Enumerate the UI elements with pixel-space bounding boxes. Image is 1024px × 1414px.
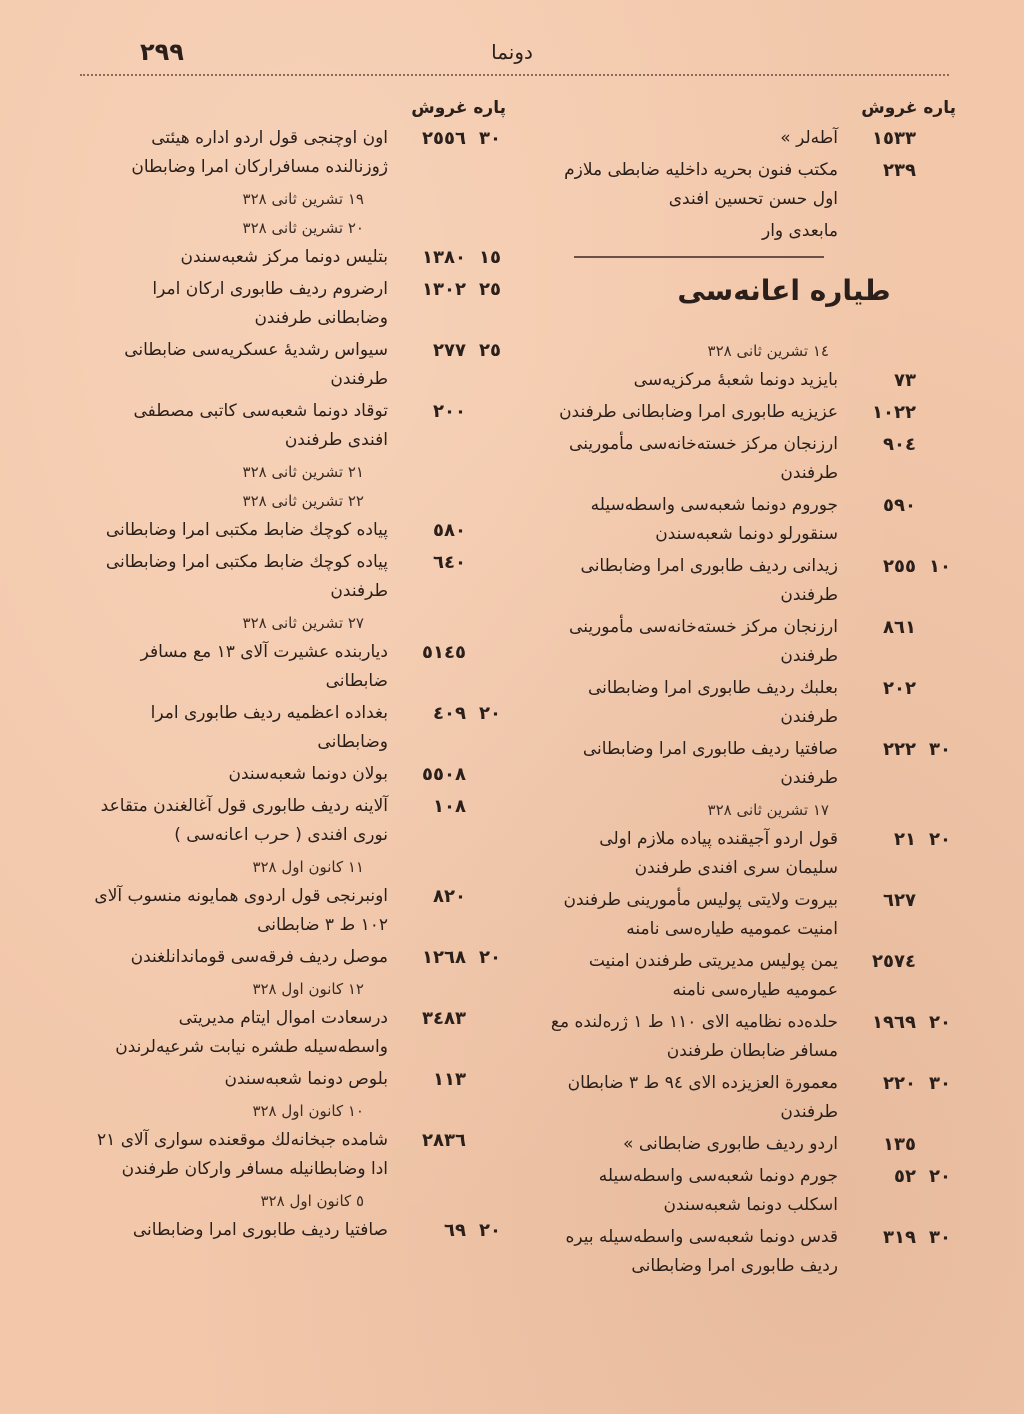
para-amount: ٢٠ xyxy=(479,1220,501,1241)
kurus-amount: ١٥٣٣ xyxy=(872,128,916,149)
entry-description: بولان دونما شعبه‌سندن xyxy=(228,764,388,784)
kurus-amount: ١٠٨ xyxy=(433,796,466,817)
entry-description: بعلبك ردیف طابوری امرا وضابطانی طرفندن xyxy=(588,678,838,727)
entry-description: حلده‌ده نظامیه الای ١١٠ ط ١ ژره‌لنده مع مسافر ضابطان طرفندن xyxy=(550,1012,838,1061)
entry-description: آطه‌لر » xyxy=(780,128,838,148)
entry-description: صافتیا ردیف طابوری امرا وضابطانی طرفندن xyxy=(582,739,838,788)
kurus-amount: ١٣٨٠ xyxy=(422,247,466,268)
kurus-amount: ١٩٦٩ xyxy=(872,1012,916,1033)
ledger-entry xyxy=(544,613,964,671)
header-rule xyxy=(80,74,949,76)
entry-description: زیدانی ردیف طابوری امرا وضابطانی طرفندن xyxy=(580,556,838,605)
para-amount: ٢٠ xyxy=(929,1166,951,1187)
ledger-entry xyxy=(544,947,964,1005)
entry-description: پیاده کوچك ضابط مکتبی امرا وضابطانی xyxy=(105,520,388,540)
para-amount: ٣٠ xyxy=(929,1227,951,1248)
entry-description: اون اوچنجی قول اردو اداره هیئتی ژوزنالنده مسافرارکان امرا وضابطان xyxy=(131,128,388,177)
ledger-entry xyxy=(544,491,964,549)
para-amount: ٢٥ xyxy=(479,340,501,361)
para-amount: ٣٠ xyxy=(479,128,501,149)
entry-description: مکتب فنون بحریه داخلیه ضابطی ملازم اول حسن تحسین افندی xyxy=(564,160,838,209)
para-amount: ٣٠ xyxy=(929,1073,951,1094)
kurus-amount: ٢٠٢ xyxy=(883,678,916,699)
ledger-entry xyxy=(544,366,964,395)
column-header: پاره غروش xyxy=(861,98,956,118)
entry-description: سیواس رشدیهٔ عسکریه‌سی ضابطانی طرفندن xyxy=(124,340,388,389)
ledger-entry xyxy=(94,1126,514,1184)
ledger-entry xyxy=(94,1065,514,1094)
entry-description: بتلیس دونما مرکز شعبه‌سندن xyxy=(180,247,388,267)
date-heading: ٢٧ تشرین ثانی ٣٢٨ xyxy=(242,614,364,632)
date-heading: ٢١ تشرین ثانی ٣٢٨ xyxy=(242,463,364,481)
entry-description: ارضروم ردیف طابوری ارکان امرا وضابطانی طرفندن xyxy=(152,279,388,328)
para-amount: ٢٠ xyxy=(929,829,951,850)
ledger-entry xyxy=(94,516,514,545)
entry-description: معمورة العزیزده الای ٩٤ ط ٣ ضابطان طرفندن xyxy=(567,1073,838,1122)
ledger-entry xyxy=(94,1004,514,1062)
entry-description: جوروم دونما شعبه‌سی واسطه‌سیله سنقورلو دونما شعبه‌سندن xyxy=(590,495,838,544)
ledger-entry xyxy=(544,398,964,427)
entry-description: شامده جبخانه‌لك موقعنده سواری آلای ٢١ ادا وضابطانیله مسافر وارکان طرفندن xyxy=(97,1130,388,1179)
para-amount: ٢٠ xyxy=(479,947,501,968)
kurus-amount: ٦٢٧ xyxy=(883,890,916,911)
kurus-amount: ٢٢٢ xyxy=(883,739,916,760)
kurus-amount: ١٣٥ xyxy=(883,1134,916,1155)
para-amount: ٢٥ xyxy=(479,279,501,300)
kurus-amount: ٢٧٧ xyxy=(433,340,466,361)
kurus-amount: ١٣٠٢ xyxy=(422,279,466,300)
ledger-entry xyxy=(94,1216,514,1245)
left-column xyxy=(94,92,514,1248)
kurus-amount: ٧٣ xyxy=(894,370,916,391)
date-heading: ٢٢ تشرین ثانی ٣٢٨ xyxy=(242,492,364,510)
entry-description: موصل ردیف فرقه‌سی قوماندانلغندن xyxy=(130,947,388,967)
entry-description: بغداده اعظمیه ردیف طابوری امرا وضابطانی xyxy=(150,703,388,752)
ledger-entry xyxy=(544,124,964,153)
kurus-amount: ٨٦١ xyxy=(883,617,916,638)
kurus-amount: ٢٠٠ xyxy=(433,401,466,422)
kurus-amount: ٩٠٤ xyxy=(883,434,916,455)
para-amount: ١٥ xyxy=(479,247,501,268)
ledger-entry xyxy=(94,336,514,394)
entry-description: عزیزیه طابوری امرا وضابطانی طرفندن xyxy=(559,402,838,422)
kurus-amount: ٣٤٨٣ xyxy=(422,1008,466,1029)
entry-description: قول اردو آجیقنده پیاده ملازم اولی سلیمان سری افندی طرفندن xyxy=(599,829,838,878)
ledger-entry xyxy=(544,886,964,944)
kurus-amount: ٢١ xyxy=(894,829,916,850)
kurus-amount: ١٢٦٨ xyxy=(422,947,466,968)
date-heading: ١٩ تشرین ثانی ٣٢٨ xyxy=(242,190,364,208)
date-heading: ٢٠ تشرین ثانی ٣٢٨ xyxy=(242,219,364,237)
entry-description: جورم دونما شعبه‌سی واسطه‌سیله اسکلب دونما شعبه‌سندن xyxy=(598,1166,838,1215)
kurus-amount: ٤٠٩ xyxy=(433,703,466,724)
page-number: ٢٩٩ xyxy=(140,38,184,66)
continued-entries xyxy=(544,124,964,214)
ledger-entry xyxy=(94,882,514,940)
ledger-entry xyxy=(544,156,964,214)
kurus-amount: ٢٣٩ xyxy=(883,160,916,181)
date-heading: ١٤ تشرین ثانی ٣٢٨ xyxy=(707,342,829,360)
ledger-entry xyxy=(94,760,514,789)
donation-blocks xyxy=(544,337,964,1281)
para-amount: ٢٠ xyxy=(929,1012,951,1033)
column-header: پاره غروش xyxy=(411,98,506,118)
section-title: طیاره اعانه‌سی xyxy=(677,274,891,307)
ledger-entry xyxy=(544,825,964,883)
date-heading: ١٢ کانون اول ٣٢٨ xyxy=(252,980,364,998)
ledger-entry xyxy=(544,430,964,488)
ledger-entry xyxy=(94,943,514,972)
entry-description: ارزنجان مرکز خسته‌خانه‌سی مأمورینی طرفندن xyxy=(569,434,838,483)
kurus-amount: ٢٥٧٤ xyxy=(872,951,916,972)
kurus-amount: ٥٥٠٨ xyxy=(422,764,466,785)
donation-blocks xyxy=(94,124,514,1245)
para-amount: ٢٠ xyxy=(479,703,501,724)
entry-description: اونبرنجی قول اردوی همایونه منسوب آلای ١٠٢ ط ٣ ضابطانی xyxy=(94,886,388,935)
right-column xyxy=(544,92,964,1284)
ledger-entry xyxy=(544,735,964,793)
entry-description: درسعادت اموال ایتام مدیریتی واسطه‌سیله طشره نیابت شرعیه‌لرندن xyxy=(115,1008,388,1057)
kurus-amount: ٥٩٠ xyxy=(883,495,916,516)
entry-description: توقاد دونما شعبه‌سی کاتبی مصطفی افندی طرفندن xyxy=(133,401,388,450)
ledger-entry xyxy=(94,397,514,455)
kurus-amount: ٥٨٠ xyxy=(433,520,466,541)
entry-description: دیاربنده عشیرت آلای ١٣ مع مسافر ضابطانی xyxy=(140,642,388,691)
date-heading: ١٠ کانون اول ٣٢٨ xyxy=(252,1102,364,1120)
kurus-amount: ٣١٩ xyxy=(883,1227,916,1248)
entry-description: ارزنجان مرکز خسته‌خانه‌سی مأمورینی طرفندن xyxy=(569,617,838,666)
kurus-amount: ٢٥٥٦ xyxy=(422,128,466,149)
kurus-amount: ٥٢ xyxy=(894,1166,916,1187)
section-divider xyxy=(574,256,824,258)
kurus-amount: ٥١٤٥ xyxy=(422,642,466,663)
entry-description: پیاده کوچك ضابط مکتبی امرا وضابطانی طرفندن xyxy=(105,552,388,601)
para-amount: ١٠ xyxy=(929,556,951,577)
entry-description: قدس دونما شعبه‌سی واسطه‌سیله بیره ردیف طابوری امرا وضابطانی xyxy=(565,1227,838,1276)
entry-description: آلاینه ردیف طابوری قول آغالغندن متقاعد نوری افندی ( حرب اعانه‌سی ) xyxy=(100,796,388,845)
ledger-entry xyxy=(94,548,514,606)
kurus-amount: ٦٤٠ xyxy=(433,552,466,573)
kurus-amount: ٢٨٣٦ xyxy=(422,1130,466,1151)
entry-description: بلوص دونما شعبه‌سندن xyxy=(224,1069,388,1089)
ledger-entry xyxy=(94,124,514,182)
kurus-amount: ٨٢٠ xyxy=(433,886,466,907)
kurus-amount: ٦٩ xyxy=(444,1220,466,1241)
date-heading: ١٧ تشرین ثانی ٣٢٨ xyxy=(707,801,829,819)
entry-description: بایزید دونما شعبهٔ مرکزیه‌سی xyxy=(633,370,838,390)
kurus-amount: ١٠٢٢ xyxy=(872,402,916,423)
entry-description: صافتیا ردیف طابوری امرا وضابطانی xyxy=(132,1220,388,1240)
ledger-entry xyxy=(94,243,514,272)
date-heading: ١١ کانون اول ٣٢٨ xyxy=(252,858,364,876)
ledger-entry xyxy=(94,699,514,757)
kurus-amount: ١١٣ xyxy=(433,1069,466,1090)
entry-description: بیروت ولایتی پولیس مأمورینی طرفندن امنیت عمومیه طیاره‌سی نامنه xyxy=(563,890,838,939)
kurus-amount: ٢٢٠ xyxy=(883,1073,916,1094)
ledger-entry xyxy=(94,638,514,696)
ledger-entry xyxy=(94,275,514,333)
ledger-entry xyxy=(544,1069,964,1127)
ledger-entry xyxy=(544,1162,964,1220)
ledger-entry xyxy=(544,674,964,732)
ledger-entry xyxy=(544,1223,964,1281)
ledger-entry xyxy=(544,1008,964,1066)
ledger-entry xyxy=(544,1130,964,1159)
ledger-entry xyxy=(544,552,964,610)
continued-note: مابعدی وار xyxy=(762,221,838,241)
entry-description: یمن پولیس مدیریتی طرفندن امنیت عمومیه طیاره‌سی نامنه xyxy=(588,951,838,1000)
date-heading: ٥ کانون اول ٣٢٨ xyxy=(260,1192,364,1210)
para-amount: ٣٠ xyxy=(929,739,951,760)
entry-description: اردو ردیف طابوری ضابطانی » xyxy=(623,1134,838,1154)
page-header xyxy=(60,38,964,78)
kurus-amount: ٢٥٥ xyxy=(883,556,916,577)
running-title: دونما xyxy=(491,40,533,64)
ledger-entry xyxy=(94,792,514,850)
